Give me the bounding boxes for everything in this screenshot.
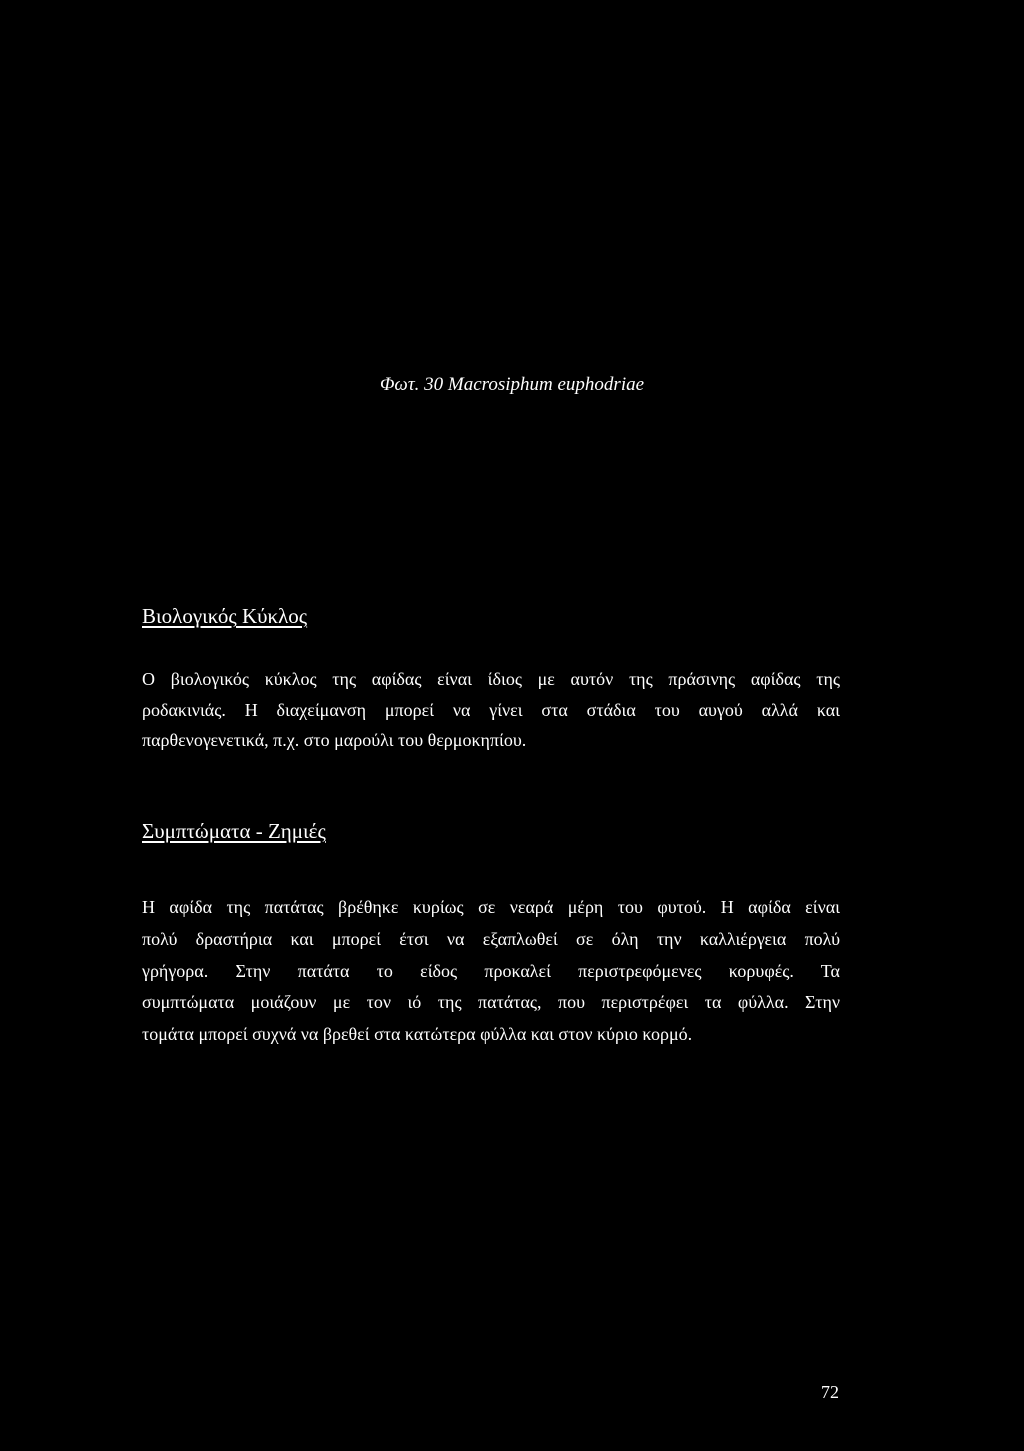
paragraph-line: συμπτώματα μοιάζουν με τον ιό της πατάτας, που περιστρέφει τα φύλλα. Στην xyxy=(142,992,840,1013)
paragraph-line: πολύ δραστήρια και μπορεί έτσι να εξαπλωθεί σε όλη την καλλιέργεια πολύ xyxy=(142,928,840,949)
paragraph-line: ροδακινιάς. Η διαχείμανση μπορεί να γίνει στα στάδια του αυγού αλλά και xyxy=(142,699,840,720)
paragraph-line: τομάτα μπορεί συχνά να βρεθεί στα κατώτερα φύλλα και στον κύριο κορμό. xyxy=(142,1024,693,1045)
paragraph-symptoms-damage xyxy=(142,892,840,1051)
section-heading-biological-cycle: Βιολογικός Κύκλος xyxy=(142,604,308,628)
section-heading-symptoms-damage: Συμπτώματα - Ζημιές xyxy=(142,819,326,843)
paragraph-biological-cycle xyxy=(142,664,840,756)
paragraph-line: παρθενογενετικά, π.χ. στο μαρούλι του θερμοκηπίου. xyxy=(142,730,527,750)
paragraph-line: Ο βιολογικός κύκλος της αφίδας είναι ίδιος με αυτόν της πράσινης αφίδας της xyxy=(142,669,840,689)
paragraph-line: γρήγορα. Στην πατάτα το είδος προκαλεί περιστρεφόμενες κορυφές. Τα xyxy=(142,960,840,981)
paragraph-line: Η αφίδα της πατάτας βρέθηκε κυρίως σε νεαρά μέρη του φυτού. Η αφίδα είναι xyxy=(142,897,840,917)
photo-caption: Φωτ. 30 Macrosiphum euphodriae xyxy=(379,374,645,395)
page-number: 72 xyxy=(821,1382,839,1402)
